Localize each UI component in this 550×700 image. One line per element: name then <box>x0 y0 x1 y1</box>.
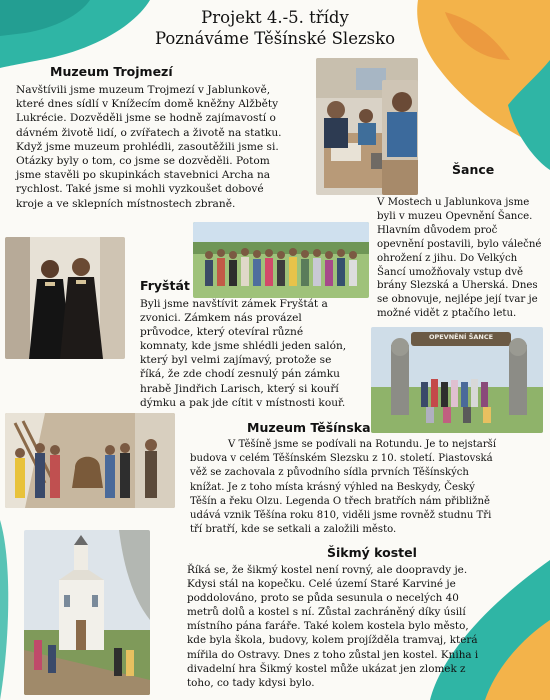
photo-costumes <box>5 237 125 359</box>
photo-group-bell <box>5 413 175 508</box>
page-title: Projekt 4.-5. třídy <box>201 8 349 27</box>
heading-trojmezi: Muzeum Trojmezí <box>50 64 173 79</box>
heading-tesinska: Muzeum Těšínska <box>247 420 371 435</box>
text-sikmy: Říká se, že šikmý kostel není rovný, ale doopravdy je. Kdysi stál na kopečku. Celé území Staré Karviné je poddolováno, proto se půda sesunula o necelých 40 metrů dolů a kostel s ní. Zůstal zachráněný díky úsilí místního pána faráře. Také kolem kostela bylo město, kde byla škola, budovy, kolem projížděla tramvaj, která mířila do Ostravy. Dnes z toho zůstal jen kostel. Kniha i divadelní hra Šikmý kostel může ukázat jen zlomek z toho, co tady kdysi bylo. <box>187 564 479 689</box>
photo-leaning-church <box>24 530 150 695</box>
text-tesinska: V Těšíně jsme se podívali na Rotundu. Je to nejstarší budova v celém Těšínském Slezsku z 10. století. Piastovská věž se zachovala z původního sídla prvních Těšínských knížat. Je z toho místa krásný výhled na Beskydy, Český Těšín a řeku Olzu. Legenda O třech bratřích nám přibližně udává vznik Těšína roku 810, viděli jsme rovněž studnu Tři tří bratří, kde se setkali a založili město. <box>190 439 497 536</box>
photo-sance-entrance <box>371 327 543 433</box>
text-frystat: Byli jsme navštívit zámek Fryštát a zvonici. Zámkem nás provázel průvodce, který otevíral různé komnaty, kde jsme shlédli jeden salón, který byl velmi zajímavý, protože se říká, že zde chodí zesnulý pán zámku hrabě Jindřich Larisch, který si kouří dýmku a pak jde cítit v místnosti kouř. <box>140 298 347 409</box>
heading-frystat: Fryštát <box>140 278 190 293</box>
photo-group-outdoors <box>193 222 369 298</box>
page-subtitle: Poznáváme Těšínské Slezsko <box>154 29 396 48</box>
text-sance: V Mostech u Jablunkova jsme byli v muzeu Opevnění Šance. Hlavním důvodem proč opevnění postavili, bylo válečné ohrožení z jihu. Do Velkých Šancí umožňovaly vstup dvě brány Slezská a Uherská. Dnes se obnovuje, nejlépe její tvar je možné vidět z ptačího letu. <box>377 197 542 320</box>
sign-text: OPEVNĚNÍ ŠANCE <box>428 333 494 341</box>
photo-museum-activity-2 <box>382 80 418 195</box>
text-trojmezi: Navštívili jsme muzeum Trojmezí v Jablunkově, které dnes sídlí v Knížecím domě kněžny Alžběty Lukrécie. Dozvěděli jsme se hodně zajímavostí o dávném životě lidí, o zvířatech a životě na statku. Když jsme muzeum prohlédli, zasoutěžili jsme si. Otázky byly o tom, co jsme se dozvěděli. Potom jsme stavěli po skupinkách stavebnici Archa na rychlost. Také jsme si mohli vyzkoušet dobové kroje a ve sklepních místnostech zbraně. <box>16 84 282 210</box>
heading-sikmy: Šikmý kostel <box>327 545 417 560</box>
heading-sance: Šance <box>452 162 495 177</box>
